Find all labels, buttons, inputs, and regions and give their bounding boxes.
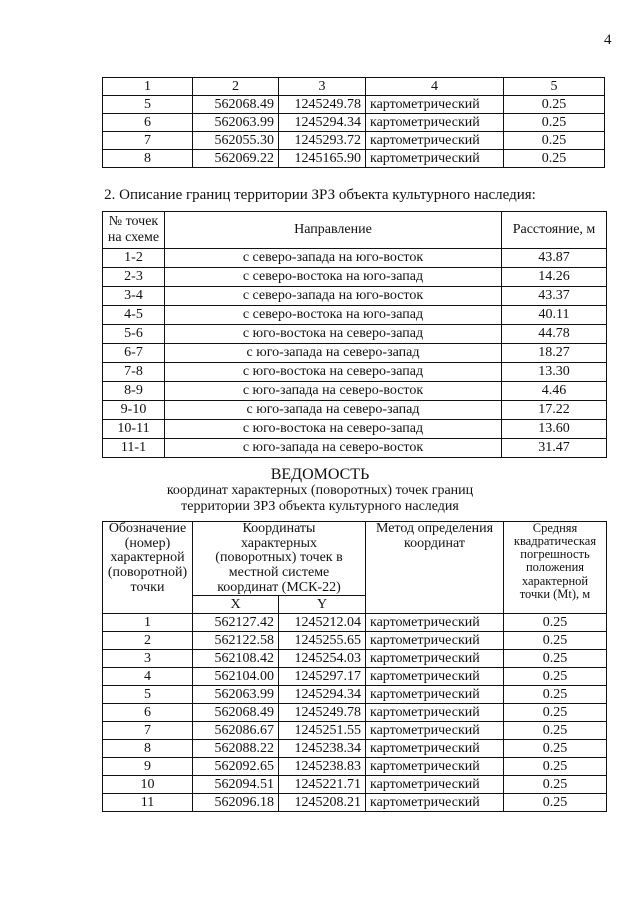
coord-x: 562096.18: [193, 794, 279, 812]
point-number: 8: [103, 150, 193, 168]
method: картометрический: [366, 650, 504, 668]
error-value: 0.25: [504, 650, 607, 668]
table-row: [103, 650, 607, 668]
table-row: [103, 382, 607, 401]
segment: 9-10: [103, 401, 165, 420]
y-header: Y: [279, 596, 366, 614]
coord-y: 1245251.55: [279, 722, 366, 740]
column-header: 3: [279, 78, 366, 96]
table-row: [103, 439, 607, 458]
direction: с юго-запада на северо-восток: [165, 439, 502, 458]
method: картометрический: [366, 776, 504, 794]
vedomost-title: ВЕДОМОСТЬ: [270, 466, 370, 483]
header-line: Средняя: [532, 521, 578, 535]
coord-x: 562094.51: [193, 776, 279, 794]
header-line: (поворотной): [107, 565, 188, 581]
distance: 13.60: [502, 420, 607, 439]
table-row: [103, 96, 605, 114]
table-row: [103, 668, 607, 686]
table-row: [103, 632, 607, 650]
coord-x: 562086.67: [193, 722, 279, 740]
method: картометрический: [366, 686, 504, 704]
direction: с северо-запада на юго-восток: [165, 287, 502, 306]
table-row: [103, 614, 607, 632]
x-header: X: [193, 596, 279, 614]
table-row: [103, 740, 607, 758]
direction: с юго-востока на северо-запад: [165, 420, 502, 439]
segment: 5-6: [103, 325, 165, 344]
direction: с юго-востока на северо-запад: [165, 363, 502, 382]
header-line: (поворотных) точек в: [215, 550, 343, 566]
distance-header: Расстояние, м: [502, 212, 607, 249]
header-line: характерной: [110, 550, 185, 566]
error-value: 0.25: [504, 758, 607, 776]
method: картометрический: [366, 114, 504, 132]
segment: 4-5: [103, 306, 165, 325]
coord-y: 1245293.72: [279, 132, 366, 150]
boundary-description-table: [102, 211, 607, 458]
point-number: 10: [103, 776, 193, 794]
coord-y: 1245165.90: [279, 150, 366, 168]
error-value: 0.25: [504, 632, 607, 650]
column-header: 1: [103, 78, 193, 96]
coord-y: 1245255.65: [279, 632, 366, 650]
method: картометрический: [366, 704, 504, 722]
table-row: [103, 794, 607, 812]
method: картометрический: [366, 614, 504, 632]
header-line: местной системе: [228, 565, 330, 581]
distance: 18.27: [502, 344, 607, 363]
header-line: координат (МСК-22): [217, 579, 341, 595]
table-header-row: [103, 78, 605, 96]
header-line: координат: [404, 535, 465, 551]
coordinates-table-continuation: [102, 77, 605, 168]
table-row: [103, 686, 607, 704]
point-number: 2: [103, 632, 193, 650]
coord-y: 1245254.03: [279, 650, 366, 668]
error-value: 0.25: [504, 740, 607, 758]
direction: с юго-запада на северо-запад: [165, 344, 502, 363]
segment: 3-4: [103, 287, 165, 306]
segment: 8-9: [103, 382, 165, 401]
header-line: точки: [130, 579, 165, 595]
coord-y: 1245212.04: [279, 614, 366, 632]
segment: 1-2: [103, 249, 165, 268]
point-number: 6: [103, 114, 193, 132]
method: картометрический: [366, 722, 504, 740]
point-number: 5: [103, 96, 193, 114]
direction: с юго-запада на северо-запад: [165, 401, 502, 420]
error-value: 0.25: [504, 614, 607, 632]
header-line: погрешность: [520, 547, 590, 562]
distance: 31.47: [502, 439, 607, 458]
method: картометрический: [366, 96, 504, 114]
point-number: 3: [103, 650, 193, 668]
segment: 10-11: [103, 420, 165, 439]
column-header: 5: [504, 78, 605, 96]
table-row: [103, 722, 607, 740]
table-row: [103, 776, 607, 794]
point-number: 1: [103, 614, 193, 632]
distance: 4.46: [502, 382, 607, 401]
point-number: 4: [103, 668, 193, 686]
header-line: характерной: [521, 573, 589, 588]
points-header-line: № точек: [108, 213, 159, 229]
error-value: 0.25: [504, 794, 607, 812]
table-row: [103, 268, 607, 287]
coord-y: 1245297.17: [279, 668, 366, 686]
table-row: [103, 287, 607, 306]
table-row: [103, 306, 607, 325]
direction-header: Направление: [165, 212, 502, 249]
coord-y: 1245249.78: [279, 704, 366, 722]
method: картометрический: [366, 740, 504, 758]
table-header-row: [103, 522, 607, 596]
distance: 17.22: [502, 401, 607, 420]
table-row: [103, 420, 607, 439]
coord-y: 1245238.34: [279, 740, 366, 758]
distance: 43.87: [502, 249, 607, 268]
coord-x: 562055.30: [193, 132, 279, 150]
coord-x: 562069.22: [193, 150, 279, 168]
coord-x: 562092.65: [193, 758, 279, 776]
coord-y: 1245238.83: [279, 758, 366, 776]
segment: 11-1: [103, 439, 165, 458]
distance: 43.37: [502, 287, 607, 306]
error-value: 0.25: [504, 722, 607, 740]
method: картометрический: [366, 132, 504, 150]
table-row: [103, 363, 607, 382]
segment: 2-3: [103, 268, 165, 287]
point-number: 7: [103, 132, 193, 150]
vedomost-subtitle: координат характерных (поворотных) точек границ: [166, 483, 474, 498]
direction: с северо-запада на юго-восток: [165, 249, 502, 268]
direction: с юго-востока на северо-запад: [165, 325, 502, 344]
method: картометрический: [366, 758, 504, 776]
error-value: 0.25: [504, 114, 605, 132]
table-row: [103, 150, 605, 168]
coordinates-statement-table: [102, 521, 607, 812]
point-number: 8: [103, 740, 193, 758]
segment: 7-8: [103, 363, 165, 382]
points-header: [103, 212, 165, 249]
coord-x: 562088.22: [193, 740, 279, 758]
error-value: 0.25: [504, 776, 607, 794]
point-number: 6: [103, 704, 193, 722]
coord-x: 562063.99: [193, 686, 279, 704]
points-header-line: на схеме: [107, 230, 160, 245]
header-line: квадратическая: [513, 534, 597, 549]
point-number: 5: [103, 686, 193, 704]
coordinates-header: [193, 522, 366, 596]
point-number: 11: [103, 794, 193, 812]
coord-x: 562104.00: [193, 668, 279, 686]
coord-x: 562108.42: [193, 650, 279, 668]
coord-x: 562063.99: [193, 114, 279, 132]
designation-header: [103, 522, 193, 614]
method: картометрический: [366, 668, 504, 686]
segment: 6-7: [103, 344, 165, 363]
column-header: 4: [366, 78, 504, 96]
error-value: 0.25: [504, 96, 605, 114]
header-line: Координаты: [242, 521, 316, 536]
distance: 13.30: [502, 363, 607, 382]
table-row: [103, 132, 605, 150]
table-header-row: [103, 212, 607, 249]
header-line: Метод определения: [375, 521, 494, 536]
distance: 44.78: [502, 325, 607, 344]
coord-x: 562122.58: [193, 632, 279, 650]
distance: 40.11: [502, 306, 607, 325]
error-header: [504, 522, 607, 614]
coord-y: 1245208.21: [279, 794, 366, 812]
method: картометрический: [366, 632, 504, 650]
method-header: [366, 522, 504, 614]
coord-x: 562068.49: [193, 96, 279, 114]
table-row: [103, 344, 607, 363]
method: картометрический: [366, 150, 504, 168]
distance: 14.26: [502, 268, 607, 287]
table-row: [103, 401, 607, 420]
coord-y: 1245294.34: [279, 686, 366, 704]
page-number: 4: [604, 32, 612, 48]
header-line: точки (Mt), м: [519, 586, 591, 601]
error-value: 0.25: [504, 686, 607, 704]
vedomost-subtitle: территории ЗРЗ объекта культурного наследия: [181, 499, 459, 514]
header-line: (номер): [124, 535, 171, 551]
direction: с северо-востока на юго-запад: [165, 268, 502, 287]
header-line: характерных: [240, 535, 318, 551]
method: картометрический: [366, 794, 504, 812]
error-value: 0.25: [504, 704, 607, 722]
header-line: Обозначение: [108, 521, 187, 536]
table-row: [103, 114, 605, 132]
table-row: [103, 249, 607, 268]
error-value: 0.25: [504, 150, 605, 168]
table-row: [103, 325, 607, 344]
error-value: 0.25: [504, 668, 607, 686]
error-value: 0.25: [504, 132, 605, 150]
coord-y: 1245221.71: [279, 776, 366, 794]
point-number: 9: [103, 758, 193, 776]
column-header: 2: [193, 78, 279, 96]
direction: с юго-запада на северо-восток: [165, 382, 502, 401]
header-line: положения: [525, 560, 585, 575]
coord-x: 562068.49: [193, 704, 279, 722]
section-2-title: 2. Описание границ территории ЗРЗ объекта культурного наследия:: [104, 187, 536, 203]
table-row: [103, 704, 607, 722]
direction: с северо-востока на юго-запад: [165, 306, 502, 325]
table-row: [103, 758, 607, 776]
coord-x: 562127.42: [193, 614, 279, 632]
coord-y: 1245294.34: [279, 114, 366, 132]
coord-y: 1245249.78: [279, 96, 366, 114]
point-number: 7: [103, 722, 193, 740]
